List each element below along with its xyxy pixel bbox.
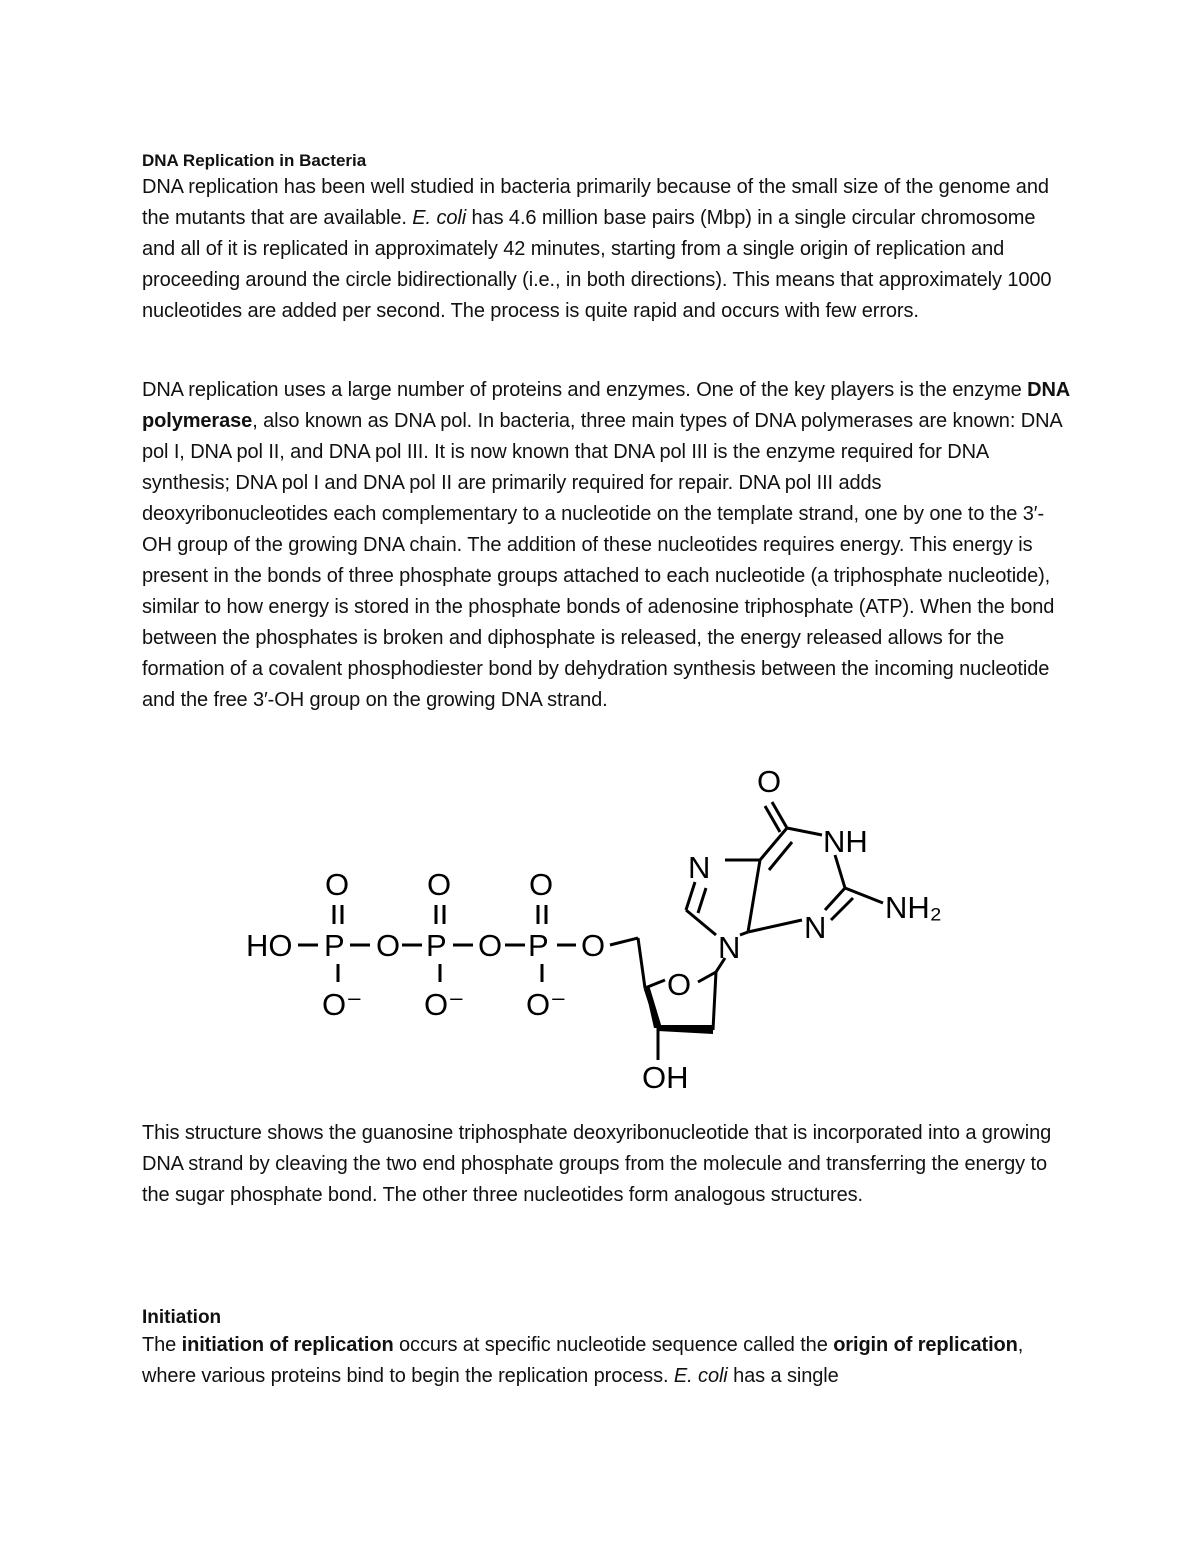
intro-section	[142, 150, 1072, 327]
label-p1: P	[324, 928, 345, 963]
label-n9: N	[718, 930, 741, 965]
initiation-heading: Initiation	[142, 1307, 222, 1328]
ecoli-term: E. coli	[673, 1365, 728, 1387]
structure-caption: This structure shows the guanosine triphosphate deoxyribonucleotide that is incorporated into a growing DNA strand by cleaving the two end phosphate groups from the molecule and transferring the energy to the sugar phosphate bond. The other three nucleotides form analogous structures.	[142, 1122, 1052, 1206]
label-p3: P	[528, 928, 549, 963]
label-o-top3: O	[529, 867, 554, 902]
initiation-paragraph: The initiation of replication occurs at specific nucleotide sequence called the origin of replication, where various proteins bind to begin the replication process. E. coli has a single	[142, 1334, 1024, 1387]
label-o-ring: O	[667, 967, 692, 1002]
dgtp-structure-diagram	[240, 760, 960, 1100]
polymerase-section	[142, 375, 1072, 716]
label-nh: NH	[823, 824, 868, 859]
initiation-term: initiation of replication	[181, 1334, 394, 1356]
label-o-top1: O	[325, 867, 350, 902]
ecoli-term: E. coli	[412, 207, 467, 229]
label-n7: N	[688, 850, 711, 885]
label-o-bridge2: O	[478, 928, 503, 963]
dgtp-structure-figure	[240, 760, 960, 1100]
label-o-carbonyl: O	[757, 764, 782, 799]
label-oh: OH	[642, 1060, 689, 1095]
dna-polymerase-term: DNA polymerase	[142, 379, 1070, 432]
atom-labels	[246, 764, 942, 1095]
label-ho: HO	[246, 928, 293, 963]
initiation-section	[142, 1306, 1072, 1392]
label-o-bridge1: O	[376, 928, 401, 963]
label-n3: N	[804, 910, 827, 945]
label-o-minus3: O⁻	[526, 987, 567, 1022]
label-nh2: NH₂	[885, 890, 942, 925]
label-o-minus2: O⁻	[424, 987, 465, 1022]
label-o-top2: O	[427, 867, 452, 902]
structure-caption-section	[142, 1118, 1072, 1211]
intro-paragraph: DNA replication has been well studied in bacteria primarily because of the small size of the genome and the mutants that are available. E. coli has 4.6 million base pairs (Mbp) in a single circular chromosome and all of it is replicated in approximately 42 minutes, starting from a single origin of replication and proceeding around the circle bidirectionally (i.e., in both directions). This means that approximately 1000 nucleotides are added per second. The process is quite rapid and occurs with few errors.	[142, 176, 1052, 322]
label-p2: P	[426, 928, 447, 963]
polymerase-paragraph: DNA replication uses a large number of proteins and enzymes. One of the key players is the enzyme DNA polymerase, also known as DNA pol. In bacteria, three main types of DNA polymerases are known: DNA pol I, DNA pol II, and DNA pol III. It is now known that DNA pol III is the enzyme required for DNA synthesis; DNA pol I and DNA pol II are primarily required for repair. DNA pol III adds deoxyribonucleotides each complementary to a nucleotide on the template strand, one by one to the 3′-OH group of the growing DNA chain. The addition of these nucleotides requires energy. This energy is present in the bonds of three phosphate groups attached to each nucleotide (a triphosphate nucleotide), similar to how energy is stored in the phosphate bonds of adenosine triphosphate (ATP). When the bond between the phosphates is broken and diphosphate is released, the energy released allows for the formation of a covalent phosphodiester bond by dehydration synthesis between the incoming nucleotide and the free 3′-OH group on the growing DNA strand.	[142, 379, 1070, 711]
document-title: DNA Replication in Bacteria	[142, 151, 367, 170]
origin-term: origin of replication	[833, 1334, 1018, 1356]
label-o-minus1: O⁻	[322, 987, 363, 1022]
label-o-bridge3: O	[581, 928, 606, 963]
